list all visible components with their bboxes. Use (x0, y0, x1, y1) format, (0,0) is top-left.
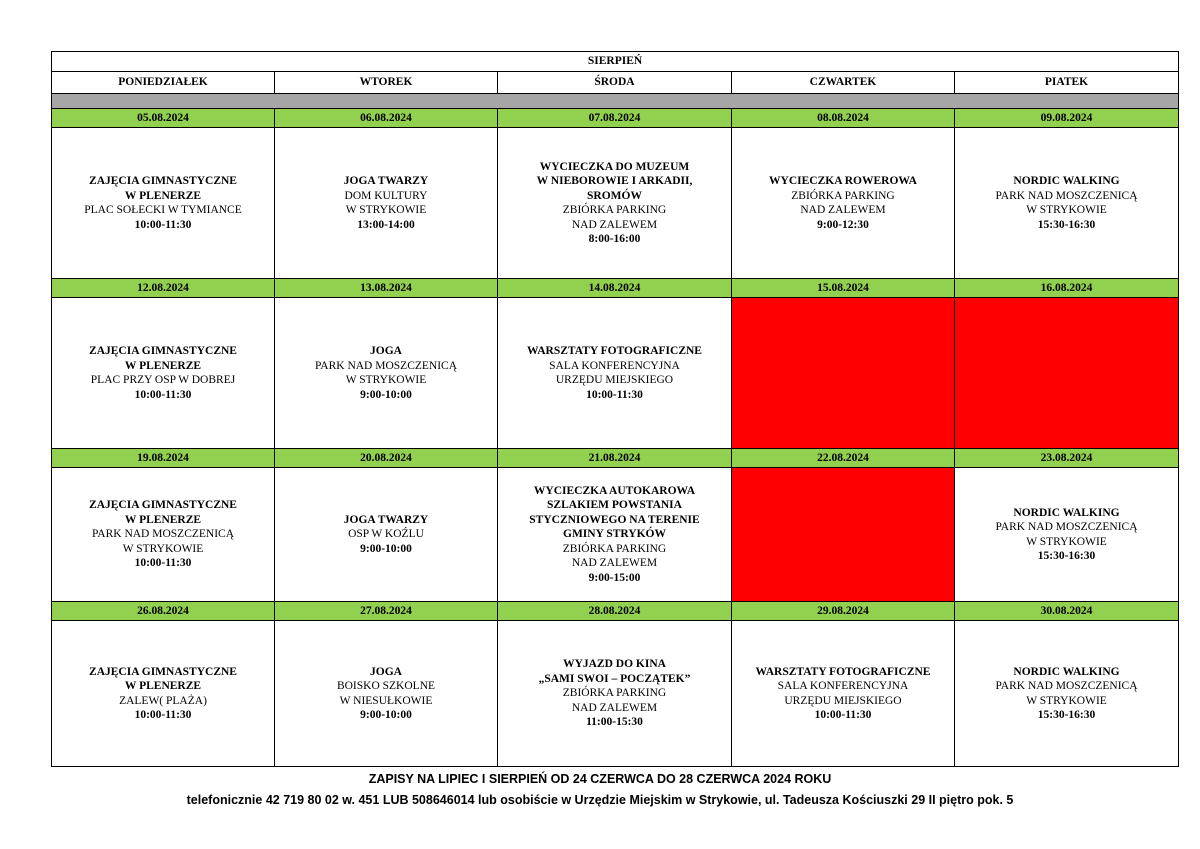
event-cell (275, 621, 498, 767)
event-title: NORDIC WALKING (1013, 665, 1120, 678)
no-event-cell (955, 298, 1179, 449)
event-title: WARSZTATY FOTOGRAFICZNE (527, 345, 702, 357)
event-place: ZBIÓRKA PARKING NAD ZALEWEM (562, 204, 667, 231)
event-place: ZBIÓRKA PARKING NAD ZALEWEM (562, 542, 667, 570)
date-cell: 14.08.2024 (498, 279, 732, 298)
event-cell (498, 128, 732, 279)
event-title: JOGA TWARZY (343, 175, 429, 187)
date-cell: 05.08.2024 (52, 109, 275, 128)
month-title: SIERPIEŃ (52, 52, 1179, 72)
event-title: WYCIECZKA AUTOKAROWA SZLAKIEM POWSTANIA STYCZNIOWEGO NA TERENIE GMINY STRYKÓW (529, 484, 700, 541)
no-event-cell (732, 468, 955, 602)
event-cell (955, 128, 1179, 279)
event-time: 15:30-16:30 (1037, 550, 1096, 562)
event-place: PARK NAD MOSZCZENICĄ W STRYKOWIE (995, 680, 1138, 707)
date-cell: 29.08.2024 (732, 602, 955, 621)
event-place: ZBIÓRKA PARKING NAD ZALEWEM (791, 189, 895, 216)
event-cell (732, 621, 955, 767)
events-row (52, 298, 1179, 449)
event-title: ZAJĘCIA GIMNASTYCZNE W PLENERZE (89, 499, 237, 526)
event-cell (52, 468, 275, 602)
schedule-table (51, 51, 1179, 767)
event-cell (52, 621, 275, 767)
event-time: 10:00-11:30 (586, 388, 643, 401)
event-place: DOM KULTURY W STRYKOWIE (344, 189, 428, 216)
separator-row (52, 94, 1179, 109)
event-place: ZALEW( PLAŻA) (119, 694, 207, 707)
weekday-thursday: CZWARTEK (732, 72, 955, 94)
weekday-wednesday: ŚRODA (498, 72, 732, 94)
date-cell: 21.08.2024 (498, 449, 732, 468)
event-place: OSP W KOŹLU (348, 528, 424, 541)
events-row (52, 128, 1179, 279)
date-row (52, 109, 1179, 128)
date-cell: 23.08.2024 (955, 449, 1179, 468)
events-row (52, 621, 1179, 767)
date-row (52, 279, 1179, 298)
date-cell: 09.08.2024 (955, 109, 1179, 128)
date-cell: 22.08.2024 (732, 449, 955, 468)
event-place: PLAC PRZY OSP W DOBREJ (90, 374, 236, 386)
date-cell: 26.08.2024 (52, 602, 275, 621)
date-cell: 06.08.2024 (275, 109, 498, 128)
event-title: ZAJĘCIA GIMNASTYCZNE W PLENERZE (89, 175, 237, 202)
event-place: ZBIÓRKA PARKING NAD ZALEWEM (562, 687, 667, 714)
event-cell (275, 468, 498, 602)
event-cell (52, 298, 275, 449)
no-event-cell (732, 298, 955, 449)
event-cell (955, 621, 1179, 767)
event-place: SALA KONFERENCYJNA URZĘDU MIEJSKIEGO (777, 680, 909, 707)
date-cell: 28.08.2024 (498, 602, 732, 621)
weekday-tuesday: WTOREK (275, 72, 498, 94)
event-time: 13:00-14:00 (357, 218, 415, 231)
event-cell (275, 128, 498, 279)
date-cell: 16.08.2024 (955, 279, 1179, 298)
date-row (52, 602, 1179, 621)
event-title: WYCIECZKA ROWEROWA (769, 175, 917, 187)
contact-info: telefonicznie 42 719 80 02 w. 451 LUB 508646014 lub osobiście w Urzędzie Miejskim w Strykowie, ul. Tadeusza Kościuszki 29 II piętro pok. 5 (186, 793, 1014, 807)
date-cell: 12.08.2024 (52, 279, 275, 298)
event-title: JOGA TWARZY (343, 513, 429, 526)
event-cell (732, 128, 955, 279)
event-title: WYCIECZKA DO MUZEUM W NIEBOROWIE I ARKADII, SROMÓW (536, 160, 693, 202)
event-time: 9:00-10:00 (360, 542, 412, 555)
month-header-row (52, 52, 1179, 72)
event-place: SALA KONFERENCYJNA URZĘDU MIEJSKIEGO (549, 359, 680, 386)
event-time: 9:00-10:00 (360, 709, 412, 721)
date-cell: 20.08.2024 (275, 449, 498, 468)
weekday-header-row (52, 72, 1179, 94)
weekday-monday: PONIEDZIAŁEK (52, 72, 275, 94)
event-cell (498, 468, 732, 602)
event-place: PARK NAD MOSZCZENICĄ W STRYKOWIE (995, 521, 1138, 548)
event-time: 10:00-11:30 (134, 709, 192, 721)
event-time: 9:00-15:00 (588, 571, 641, 584)
event-title: NORDIC WALKING (1013, 506, 1120, 519)
event-cell (498, 621, 732, 767)
date-row (52, 449, 1179, 468)
event-title: JOGA (370, 345, 402, 357)
event-cell (498, 298, 732, 449)
event-time: 9:00-10:00 (360, 388, 412, 401)
date-cell: 15.08.2024 (732, 279, 955, 298)
event-title: NORDIC WALKING (1013, 175, 1120, 187)
event-time: 11:00-15:30 (586, 716, 643, 729)
event-title: WYJAZD DO KINA „SAMI SWOI – POCZĄTEK” (538, 658, 691, 685)
weekday-friday: PIATEK (955, 72, 1179, 94)
event-title: JOGA (370, 665, 402, 678)
event-title: ZAJĘCIA GIMNASTYCZNE W PLENERZE (89, 345, 237, 372)
event-place: PARK NAD MOSZCZENICĄ W STRYKOWIE (91, 528, 235, 555)
event-time: 9:00-12:30 (817, 218, 869, 231)
event-cell (275, 298, 498, 449)
date-cell: 30.08.2024 (955, 602, 1179, 621)
date-cell: 13.08.2024 (275, 279, 498, 298)
date-cell: 08.08.2024 (732, 109, 955, 128)
event-time: 10:00-11:30 (134, 557, 192, 570)
event-time: 15:30-16:30 (1037, 218, 1096, 231)
event-title: WARSZTATY FOTOGRAFICZNE (755, 665, 931, 678)
date-cell: 27.08.2024 (275, 602, 498, 621)
date-cell: 07.08.2024 (498, 109, 732, 128)
event-cell (955, 468, 1179, 602)
event-place: PLAC SOŁECKI W TYMIANCE (84, 204, 242, 216)
separator-bar (52, 94, 1179, 109)
event-time: 8:00-16:00 (588, 233, 641, 245)
event-place: PARK NAD MOSZCZENICĄ W STRYKOWIE (995, 189, 1138, 216)
date-cell: 19.08.2024 (52, 449, 275, 468)
signup-info: ZAPISY NA LIPIEC I SIERPIEŃ OD 24 CZERWCA DO 28 CZERWCA 2024 ROKU (368, 772, 832, 786)
event-time: 10:00-11:30 (134, 388, 192, 401)
event-title: ZAJĘCIA GIMNASTYCZNE W PLENERZE (89, 665, 237, 692)
event-time: 15:30-16:30 (1037, 709, 1096, 721)
event-time: 10:00-11:30 (814, 709, 872, 721)
event-cell (52, 128, 275, 279)
event-time: 10:00-11:30 (134, 218, 192, 231)
events-row (52, 468, 1179, 602)
event-place: BOISKO SZKOLNE W NIESUŁKOWIE (336, 680, 436, 707)
event-place: PARK NAD MOSZCZENICĄ W STRYKOWIE (314, 359, 458, 386)
